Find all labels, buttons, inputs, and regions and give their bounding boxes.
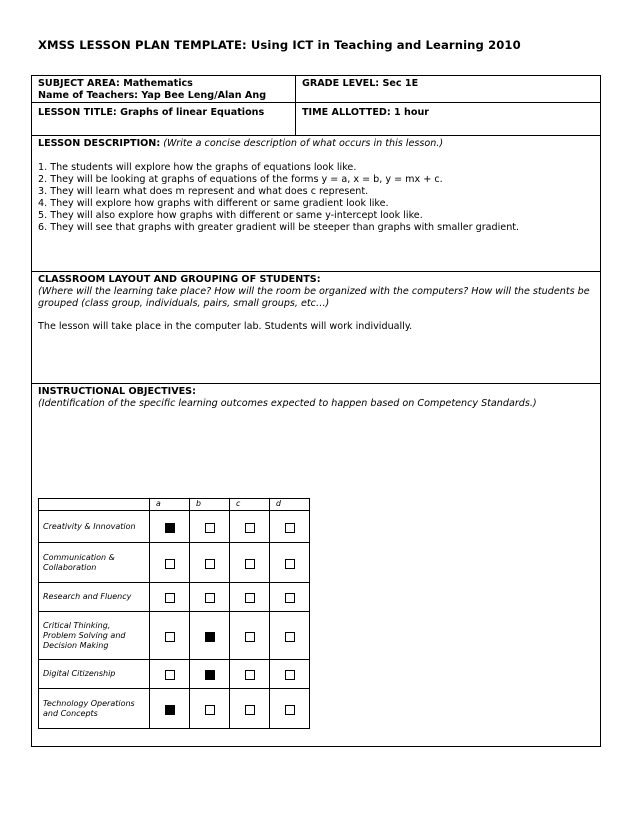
unchecked-box[interactable] — [285, 523, 295, 533]
classroom-layout-heading: CLASSROOM LAYOUT AND GROUPING OF STUDENTS: — [38, 274, 321, 285]
unchecked-box[interactable] — [245, 523, 255, 533]
competency-label — [39, 660, 150, 689]
table-row — [39, 583, 310, 612]
subject-row — [32, 76, 600, 103]
competency-grid — [38, 498, 310, 729]
checkbox-cell-b — [190, 583, 230, 612]
lesson-title-cell — [32, 103, 296, 135]
competency-label-line: Critical Thinking, — [43, 620, 111, 630]
competency-label-line: Research and Fluency — [43, 592, 132, 601]
grid-header-d: d — [270, 499, 310, 511]
subject-area: SUBJECT AREA: Mathematics — [38, 78, 193, 89]
unchecked-box[interactable] — [245, 705, 255, 715]
table-row — [39, 612, 310, 660]
checkbox-cell-d — [270, 660, 310, 689]
competency-label-line: and Concepts — [43, 708, 98, 718]
unchecked-box[interactable] — [245, 632, 255, 642]
checkbox-cell-c — [230, 612, 270, 660]
checkbox-cell-c — [230, 583, 270, 612]
competency-label — [39, 511, 150, 543]
list-item: 3. They will learn what does m represent and what does c represent. — [38, 186, 369, 197]
unchecked-box[interactable] — [205, 705, 215, 715]
classroom-layout-prompt-line2: grouped (class group, individuals, pairs, small groups, etc…) — [38, 298, 330, 309]
checkbox-cell-c — [230, 511, 270, 543]
subject-cell — [32, 76, 296, 102]
teachers-name: Name of Teachers: Yap Bee Leng/Alan Ang — [38, 90, 267, 101]
competency-label — [39, 612, 150, 660]
instructional-objectives-heading: INSTRUCTIONAL OBJECTIVES: — [38, 386, 196, 397]
competency-label-line: Problem Solving and — [43, 630, 126, 640]
list-item: 2. They will be looking at graphs of equations of the forms y = a, x = b, y = mx + c. — [38, 174, 443, 185]
checkbox-cell-d — [270, 543, 310, 583]
list-item: 5. They will also explore how graphs with different or same y-intercept look like. — [38, 210, 423, 221]
competency-label-line: Communication & — [43, 552, 115, 562]
grade-level: GRADE LEVEL: Sec 1E — [302, 78, 419, 89]
checkbox-cell-d — [270, 583, 310, 612]
checkbox-cell-d — [270, 612, 310, 660]
checkbox-cell-b — [190, 543, 230, 583]
classroom-layout-answer: The lesson will take place in the computer lab. Students will work individually. — [38, 321, 413, 332]
table-row — [39, 543, 310, 583]
competency-label — [39, 689, 150, 729]
checkbox-cell-c — [230, 543, 270, 583]
lesson-description-header — [38, 138, 443, 150]
competency-label-line: Decision Making — [43, 640, 109, 650]
unchecked-box[interactable] — [285, 593, 295, 603]
unchecked-box[interactable] — [165, 632, 175, 642]
time-cell — [296, 103, 600, 135]
competency-label — [39, 583, 150, 612]
checkbox-cell-a — [150, 689, 190, 729]
checkbox-cell-b — [190, 689, 230, 729]
list-item: 4. They will explore how graphs with different or same gradient look like. — [38, 198, 389, 209]
checked-box[interactable] — [205, 632, 215, 642]
instructional-objectives-prompt: (Identification of the specific learning outcomes expected to happen based on Competency Standards.) — [38, 398, 537, 409]
table-row — [39, 511, 310, 543]
lesson-description-prompt: (Write a concise description of what occurs in this lesson.) — [163, 138, 444, 149]
document-title: XMSS LESSON PLAN TEMPLATE: Using ICT in Teaching and Learning 2010 — [38, 38, 521, 52]
competency-label — [39, 543, 150, 583]
grid-header-blank — [39, 499, 150, 511]
checkbox-cell-a — [150, 583, 190, 612]
checkbox-cell-c — [230, 660, 270, 689]
unchecked-box[interactable] — [165, 559, 175, 569]
classroom-layout-section — [32, 272, 600, 384]
unchecked-box[interactable] — [165, 670, 175, 680]
checkbox-cell-c — [230, 689, 270, 729]
competency-label-line: Creativity & Innovation — [43, 521, 136, 531]
competency-label-line: Collaboration — [43, 562, 97, 572]
unchecked-box[interactable] — [205, 523, 215, 533]
unchecked-box[interactable] — [285, 670, 295, 680]
table-row — [39, 660, 310, 689]
grid-body — [39, 511, 310, 729]
checkbox-cell-a — [150, 660, 190, 689]
competency-label-line: Technology Operations — [43, 698, 135, 708]
unchecked-box[interactable] — [245, 670, 255, 680]
checkbox-cell-a — [150, 612, 190, 660]
competency-label-line: Digital Citizenship — [43, 669, 116, 678]
checkbox-cell-b — [190, 612, 230, 660]
checkbox-cell-b — [190, 511, 230, 543]
grid-header-c: c — [230, 499, 270, 511]
checkbox-cell-d — [270, 511, 310, 543]
unchecked-box[interactable] — [285, 632, 295, 642]
unchecked-box[interactable] — [245, 593, 255, 603]
time-allotted: TIME ALLOTTED: 1 hour — [302, 107, 430, 118]
checkbox-cell-a — [150, 543, 190, 583]
unchecked-box[interactable] — [285, 559, 295, 569]
grid-header-row — [39, 499, 310, 511]
grid-header-a: a — [150, 499, 190, 511]
unchecked-box[interactable] — [285, 705, 295, 715]
checkbox-cell-b — [190, 660, 230, 689]
grid-header-b: b — [190, 499, 230, 511]
list-item: 6. They will see that graphs with greater gradient will be steeper than graphs with smaller gradient. — [38, 222, 520, 233]
checkbox-cell-d — [270, 689, 310, 729]
table-row — [39, 689, 310, 729]
classroom-layout-prompt-line1: (Where will the learning take place? How will the room be organized with the computers? How will the students be — [38, 286, 590, 297]
checkbox-cell-a — [150, 511, 190, 543]
unchecked-box[interactable] — [205, 593, 215, 603]
lesson-title: LESSON TITLE: Graphs of linear Equations — [38, 107, 265, 118]
lesson-description-heading: LESSON DESCRIPTION: — [38, 138, 161, 149]
grade-cell — [296, 76, 600, 102]
checked-box[interactable] — [165, 705, 175, 715]
lesson-description-list — [38, 162, 519, 234]
unchecked-box[interactable] — [165, 593, 175, 603]
checked-box[interactable] — [205, 670, 215, 680]
list-item: 1. The students will explore how the graphs of equations look like. — [38, 162, 357, 173]
lesson-description-section — [32, 136, 600, 272]
unchecked-box[interactable] — [205, 559, 215, 569]
checked-box[interactable] — [165, 523, 175, 533]
unchecked-box[interactable] — [245, 559, 255, 569]
title-row — [32, 103, 600, 136]
